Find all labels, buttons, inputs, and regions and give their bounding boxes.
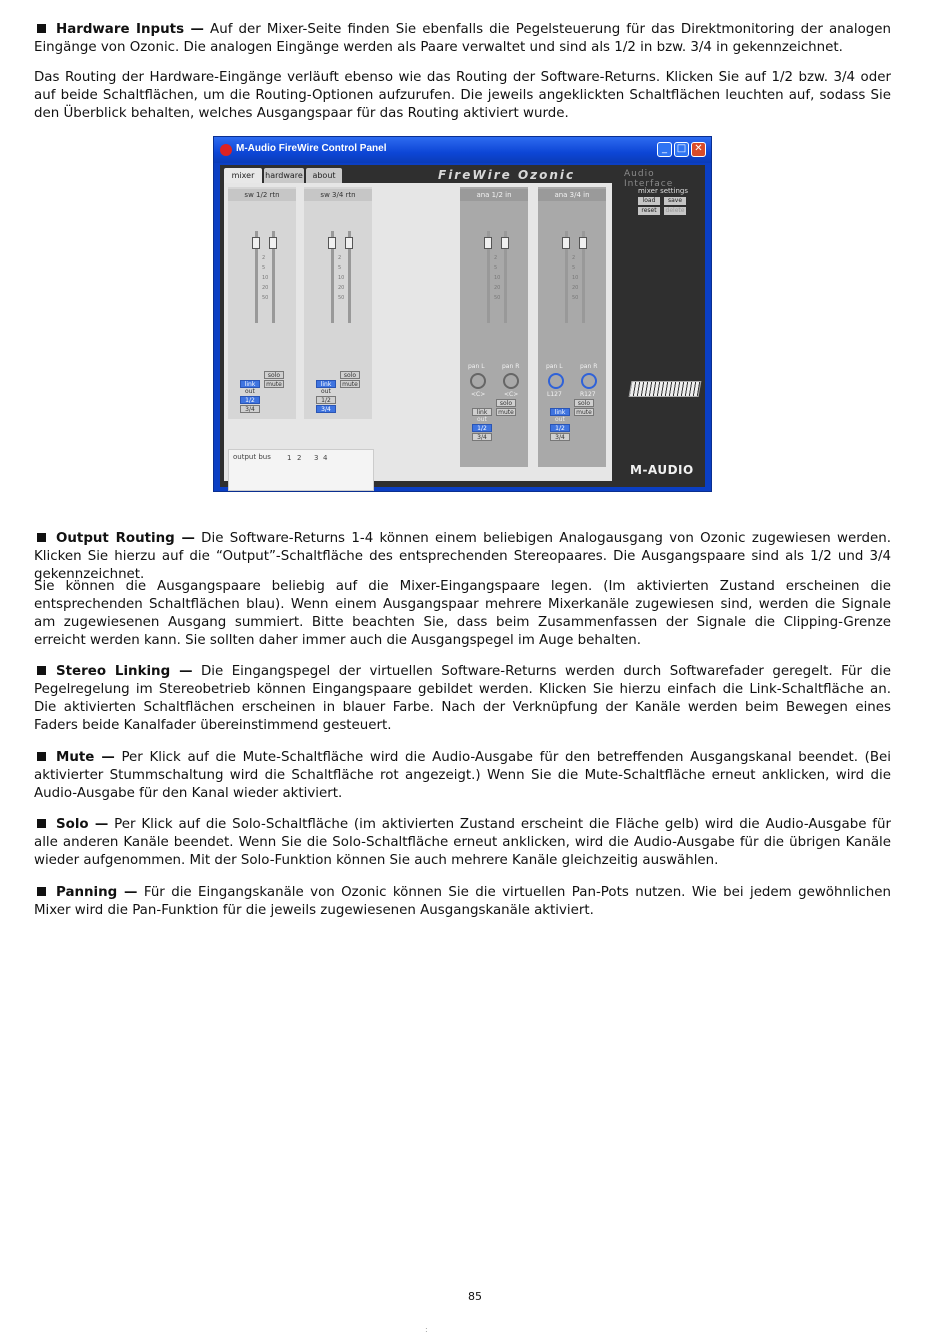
channel-strip-sw12 [228,187,296,419]
paragraph-output-routing [34,530,891,584]
pan-r-knob[interactable] [503,373,519,389]
out-34-button[interactable]: 3/4 [240,405,260,413]
paragraph-text: Per Klick auf die Mute-Schaltfläche wird die Audio-Ausgabe für den betreffenden Ausgangskanal beendet. (Bei aktivierter Stummschaltung wird die Schaltfläche rot angezeigt.) Wenn Sie die Mute-Schaltfläche erneut anklicken, wird die Audio-Ausgabe für den Kanal wieder aktiviert. [34,750,891,801]
close-icon[interactable]: ✕ [691,142,706,157]
term-output-routing: Output Routing — [56,531,195,546]
pan-l-knob[interactable] [548,373,564,389]
pan-l-knob[interactable] [470,373,486,389]
link-button[interactable]: link [240,380,260,388]
out-12-button[interactable]: 1/2 [240,396,260,404]
mute-button[interactable]: mute [496,408,516,416]
minimize-icon[interactable]: _ [657,142,672,157]
paragraph-mute [34,749,891,803]
paragraph-solo [34,816,891,870]
out-12-button[interactable]: 1/2 [316,396,336,404]
pan-r-value: <C> [504,391,519,398]
output-bus-2: 2 [297,454,302,462]
output-bus [228,449,374,491]
bullet-icon [37,533,46,542]
paragraph-text: Per Klick auf die Solo-Schaltfläche (im aktivierten Zustand erscheint die Fläche gelb) wird die Audio-Ausgabe für alle anderen Kanäle beendet. Wenn Sie die Solo-Schaltfläche erneut anklicken, wird die Audio-Ausgabe für die übrigen Kanäle wieder aufgenommen. Mit der Solo-Funktion können Sie auch mehrere Kanäle gleichzeitig auswählen. [34,817,892,868]
mute-button[interactable]: mute [574,408,594,416]
fader-handle[interactable] [252,237,260,249]
control-panel-screenshot [213,136,712,492]
page-number: 85 [468,1290,482,1303]
solo-button[interactable]: solo [340,371,360,379]
pan-l-label: pan L [546,363,563,370]
channel-strip-sw34 [304,187,372,419]
link-button[interactable]: link [472,408,492,416]
paragraph-text: Sie können die Ausgangspaare beliebig auf die Mixer-Eingangspaare legen. (Im aktivierten Zustand erscheinen die entsprechenden Schaltflächen blau). Wenn einem Ausgangspaar mehrere Mixerkanäle zugewiesen sind, werden die Signale am zugewiesenen Ausgang summiert. Bitte beachten Sie, dass beim Zusammenfassen der Signale die Clipping-Grenze erreicht werden kann. Sie sollten daher immer auch die Ausgangspegel im Auge behalten. [34,579,891,648]
term-stereo-linking: Stereo Linking — [56,664,193,679]
brand-subtitle: Audio Interface [624,169,674,189]
strip-label: sw 1/2 rtn [228,189,296,201]
out-label: out [555,416,565,423]
m-audio-logo: M-AUDIO [630,463,694,477]
paragraph-stereo-linking [34,663,891,735]
out-label: out [477,416,487,423]
mute-button[interactable]: mute [340,380,360,388]
fader-handle[interactable] [328,237,336,249]
mute-button[interactable]: mute [264,380,284,388]
output-bus-label: output bus [233,453,271,461]
fader-handle[interactable] [269,237,277,249]
bullet-icon [37,819,46,828]
paragraph-text: Für die Eingangskanäle von Ozonic können Sie die virtuellen Pan-Pots nutzen. Wie bei jedem gewöhnlichen Mixer wird die Pan-Funktion für die jeweils zugewiesenen Ausgangskanäle aktiviert. [34,885,891,918]
brand-title: FireWire Ozonic [438,168,576,182]
fader-handle[interactable] [501,237,509,249]
window-titlebar [214,137,711,163]
paragraph-panning [34,884,891,920]
tab-about[interactable]: about [306,168,342,183]
output-bus-3: 3 [314,454,319,462]
bullet-icon [37,666,46,675]
maximize-icon[interactable]: □ [674,142,689,157]
paragraph-text: Die Software-Returns 1-4 können einem beliebigen Analogausgang von Ozonic zugewiesen werden. Klicken Sie hierzu auf die “Output”-Schaltfläche des entsprechenden Stereopaares. Die Ausgangspaare sind als 1/2 und 3/4 gekennzeichnet. [34,531,891,582]
paragraph-text: Die Eingangspegel der virtuellen Software-Returns werden durch Softwarefader geregelt. Für die Pegelregelung im Stereobetrieb können Eingangspaare gebildet werden. Klicken Sie hierzu einfach die Link-Schaltfläche an. Die aktivierten Schaltflächen erscheinen in blauer Farbe. Nach der Verknüpfung der Kanäle werden beim Bewegen eines Faders beide Kanalfader übereinstimmend gesteuert. [34,664,891,733]
window-client [220,165,705,487]
fader-handle[interactable] [562,237,570,249]
paragraph-routing [34,69,891,123]
pan-l-value: L127 [547,391,562,398]
tab-mixer[interactable]: mixer [224,168,262,183]
mixer-settings [626,187,700,239]
fader-scale: 2 5 10 20 50 [338,255,345,301]
strip-label: ana 3/4 in [538,189,606,201]
paragraph-output-pairs [34,578,891,650]
out-34-button[interactable]: 3/4 [316,405,336,413]
term-panning: Panning — [56,885,138,900]
pan-r-label: pan R [502,363,520,370]
fader-scale: 2 5 10 20 50 [494,255,501,301]
app-logo-icon [220,144,232,156]
pan-r-knob[interactable] [581,373,597,389]
pan-r-value: R127 [580,391,596,398]
bullet-icon [37,752,46,761]
paragraph-text: Das Routing der Hardware-Eingänge verläuft ebenso wie das Routing der Software-Returns. Klicken Sie auf 1/2 bzw. 3/4 oder auf beide Schaltflächen, um die Routing-Optionen aufzurufen. Die jeweils angeklickten Schaltflächen leuchten auf, sodass Sie den Überblick behalten, welches Ausgangspaar für das Routing aktiviert wurde. [34,70,891,121]
pan-l-value: <C> [471,391,486,398]
strip-label: sw 3/4 rtn [304,189,372,201]
link-button[interactable]: link [550,408,570,416]
output-bus-4: 4 [323,454,328,462]
solo-button[interactable]: solo [574,399,594,407]
out-12-button[interactable]: 1/2 [472,424,492,432]
fader-scale: 2 5 10 20 50 [262,255,269,301]
output-bus-1: 1 [287,454,292,462]
out-34-button[interactable]: 3/4 [472,433,492,441]
pan-l-label: pan L [468,363,485,370]
link-button[interactable]: link [316,380,336,388]
tab-hardware[interactable]: hardware [264,168,304,183]
tab-bar [220,165,705,189]
bullet-icon [37,24,46,33]
out-12-button[interactable]: 1/2 [550,424,570,432]
mixer-settings-label: mixer settings [637,187,688,195]
channel-strip-ana34 [538,187,606,467]
strip-label: ana 1/2 in [460,189,528,201]
fader-handle[interactable] [579,237,587,249]
fader-scale: 2 5 10 20 50 [572,255,579,301]
bullet-icon [37,887,46,896]
mixer-panel [224,183,612,481]
pan-r-label: pan R [580,363,598,370]
term-mute: Mute — [56,750,115,765]
reset-button[interactable]: reset [638,207,660,215]
paragraph-text: Auf der Mixer-Seite finden Sie ebenfalls die Pegelsteuerung für das Direktmonitoring der analogen Eingänge von Ozonic. Die analogen Eingänge werden als Paare verwaltet und sind als 1/2 in bzw. 3/4 in gekennzeichnet. [34,22,891,55]
window-title: M-Audio FireWire Control Panel [236,143,387,154]
keyboard-icon [629,381,702,397]
fader-handle[interactable] [345,237,353,249]
save-button[interactable]: save [664,197,686,205]
delete-button[interactable]: delete [665,207,685,214]
term-solo: Solo — [56,817,109,832]
channel-strip-ana12 [460,187,528,467]
out-label: out [245,388,255,395]
load-button[interactable]: load [638,197,660,205]
fader-handle[interactable] [484,237,492,249]
footer-mark: : [425,1325,428,1334]
paragraph-hardware-inputs [34,21,891,57]
solo-button[interactable]: solo [496,399,516,407]
solo-button[interactable]: solo [264,371,284,379]
term-hardware-inputs: Hardware Inputs — [56,22,204,37]
out-34-button[interactable]: 3/4 [550,433,570,441]
out-label: out [321,388,331,395]
